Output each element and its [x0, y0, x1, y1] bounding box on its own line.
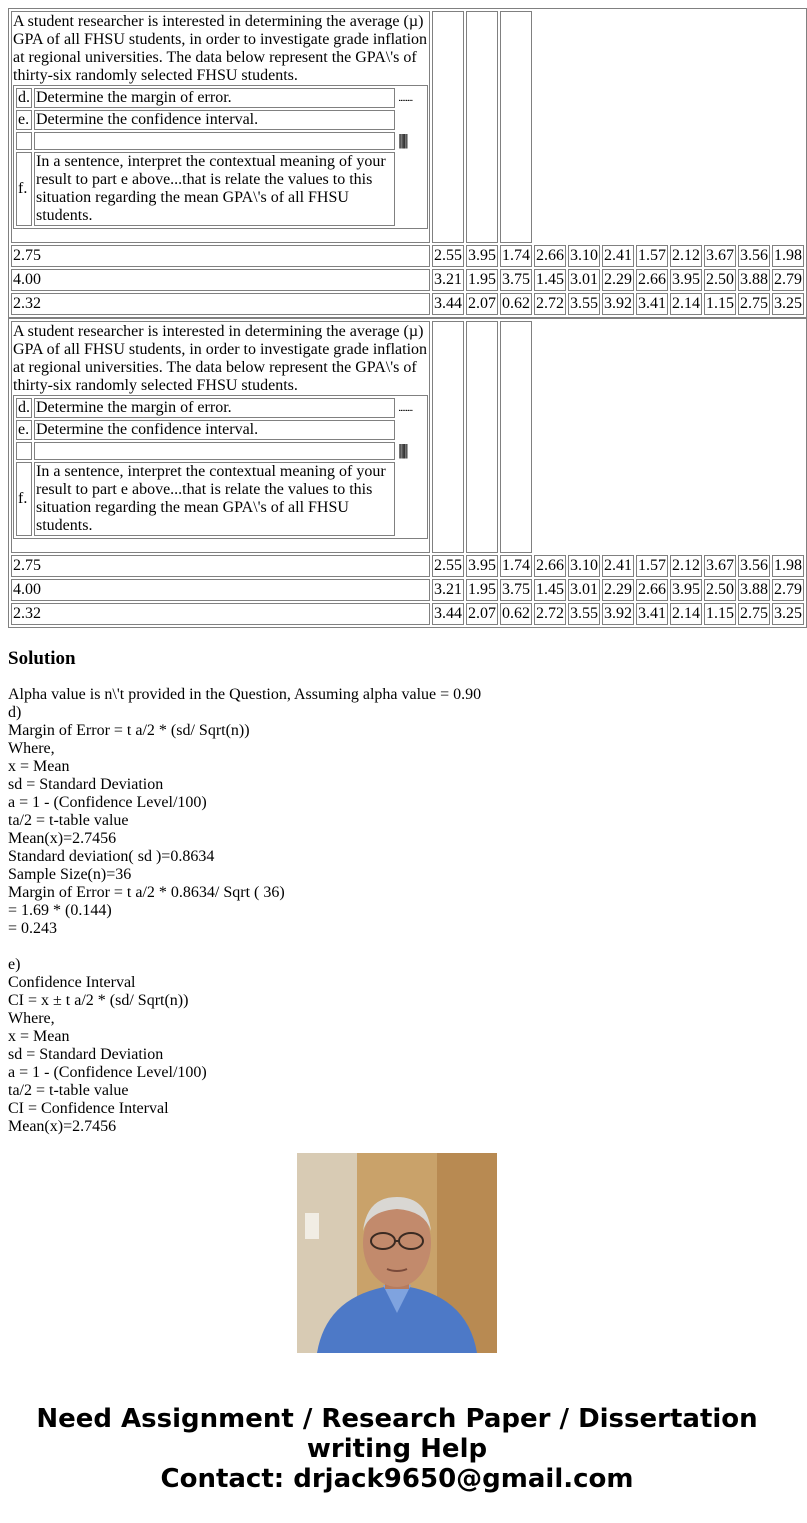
- solution-line: Mean(x)=2.7456: [8, 830, 117, 847]
- gpa-cell: 3.95: [670, 579, 702, 601]
- part-marker: [397, 420, 425, 440]
- solution-line: ta/2 = t-table value: [8, 1082, 129, 1099]
- solution-line: a = 1 - (Confidence Level/100): [8, 1064, 207, 1081]
- gpa-cell: 3.55: [568, 603, 600, 625]
- gpa-cell: 3.21: [432, 579, 464, 601]
- question-cell: [11, 321, 430, 553]
- data-row: [11, 579, 804, 601]
- empty-cell: [432, 11, 464, 243]
- part-label: [16, 132, 32, 150]
- data-row: [11, 245, 804, 267]
- person-portrait-icon: [297, 1153, 497, 1353]
- data-row: [11, 603, 804, 625]
- solution-line: = 1.69 * (0.144): [8, 902, 112, 919]
- gpa-cell: 2.72: [534, 603, 566, 625]
- page-content: [8, 8, 802, 1164]
- gpa-cell: 3.75: [500, 579, 532, 601]
- part-row: [16, 132, 425, 150]
- part-marker: |||||||: [398, 442, 407, 459]
- solution-line: Where,: [8, 740, 55, 757]
- part-marker: [397, 462, 425, 536]
- help-banner: [0, 1404, 794, 1494]
- data-row: [11, 269, 804, 291]
- gpa-cell: 3.95: [466, 245, 498, 267]
- gpa-cell: 2.75: [738, 603, 770, 625]
- gpa-cell: 2.14: [670, 293, 702, 315]
- solution-line: a = 1 - (Confidence Level/100): [8, 794, 207, 811]
- gpa-cell: 2.75: [738, 293, 770, 315]
- solution-line: Confidence Interval: [8, 974, 136, 991]
- part-text: Determine the confidence interval.: [34, 110, 395, 130]
- part-text: [34, 442, 395, 460]
- question-row: [11, 321, 804, 553]
- gpa-cell: 3.55: [568, 293, 600, 315]
- gpa-cell: 2.32: [11, 603, 430, 625]
- part-text: Determine the confidence interval.: [34, 420, 395, 440]
- part-label: e.: [16, 110, 32, 130]
- gpa-cell: 2.66: [636, 269, 668, 291]
- gpa-cell: 2.29: [602, 269, 634, 291]
- gpa-cell: 3.56: [738, 555, 770, 577]
- part-row: [16, 88, 425, 108]
- gpa-cell: 3.41: [636, 293, 668, 315]
- solution-line: sd = Standard Deviation: [8, 1046, 164, 1063]
- gpa-cell: 3.01: [568, 579, 600, 601]
- part-marker: ........: [398, 402, 413, 414]
- part-label: [16, 442, 32, 460]
- part-row: [16, 420, 425, 440]
- gpa-cell: 0.62: [500, 603, 532, 625]
- empty-cell: [432, 321, 464, 553]
- gpa-cell: 1.74: [500, 245, 532, 267]
- empty-cell: [466, 11, 498, 243]
- empty-cell: [466, 321, 498, 553]
- empty-cell: [500, 11, 532, 243]
- part-text: Determine the margin of error.: [34, 398, 395, 418]
- solution-line: Margin of Error = t a/2 * 0.8634/ Sqrt ( 36): [8, 884, 285, 901]
- gpa-cell: 1.95: [466, 579, 498, 601]
- solution-line: x = Mean: [8, 1028, 70, 1045]
- author-portrait: [297, 1153, 497, 1353]
- gpa-cell: 2.32: [11, 293, 430, 315]
- banner-line-1: Need Assignment / Research Paper / Dissertation: [36, 1404, 758, 1434]
- part-text: [34, 132, 395, 150]
- part-label: e.: [16, 420, 32, 440]
- problem-table: [8, 318, 807, 628]
- parts-table: [13, 85, 428, 229]
- gpa-cell: 3.10: [568, 555, 600, 577]
- part-marker: [397, 152, 425, 226]
- gpa-cell: 0.62: [500, 293, 532, 315]
- part-row: [16, 462, 425, 536]
- gpa-cell: 3.44: [432, 293, 464, 315]
- solution-heading: Solution: [8, 648, 76, 669]
- gpa-cell: 3.21: [432, 269, 464, 291]
- solution-line: x = Mean: [8, 758, 70, 775]
- banner-line-2: writing Help: [306, 1434, 488, 1464]
- gpa-cell: 1.45: [534, 269, 566, 291]
- problem-blocks: [8, 8, 802, 628]
- gpa-cell: 2.55: [432, 245, 464, 267]
- gpa-cell: 2.29: [602, 579, 634, 601]
- solution-line: sd = Standard Deviation: [8, 776, 164, 793]
- gpa-cell: 3.01: [568, 269, 600, 291]
- question-text: A student researcher is interested in determining the average (µ) GPA of all FHSU students, in order to investigate grade inflation at regional universities. The data below represent the GPA\'s of thirty-six randomly selected FHSU students.: [13, 13, 428, 84]
- gpa-cell: 2.41: [602, 245, 634, 267]
- gpa-cell: 3.92: [602, 293, 634, 315]
- part-row: [16, 152, 425, 226]
- part-row: [16, 442, 425, 460]
- part-label: f.: [16, 462, 32, 536]
- solution-line: Sample Size(n)=36: [8, 866, 132, 883]
- problem-table: [8, 8, 807, 318]
- gpa-cell: 4.00: [11, 579, 430, 601]
- gpa-cell: 4.00: [11, 269, 430, 291]
- part-text: Determine the margin of error.: [34, 88, 395, 108]
- solution-body: [8, 686, 786, 1164]
- gpa-cell: 2.79: [772, 579, 804, 601]
- gpa-cell: 3.88: [738, 269, 770, 291]
- gpa-cell: 1.57: [636, 245, 668, 267]
- gpa-cell: 1.98: [772, 245, 804, 267]
- gpa-cell: 2.14: [670, 603, 702, 625]
- data-row: [11, 293, 804, 315]
- gpa-cell: 1.45: [534, 579, 566, 601]
- data-row: [11, 555, 804, 577]
- gpa-cell: 3.95: [670, 269, 702, 291]
- gpa-cell: 2.41: [602, 555, 634, 577]
- solution-line: [8, 938, 786, 956]
- solution-line: Standard deviation( sd )=0.8634: [8, 848, 215, 865]
- gpa-cell: 2.66: [534, 245, 566, 267]
- gpa-cell: 3.44: [432, 603, 464, 625]
- part-marker: |||||||: [398, 132, 407, 149]
- gpa-cell: 2.50: [704, 269, 736, 291]
- part-text: In a sentence, interpret the contextual meaning of your result to part e above...that is relate the values to this situation regarding the mean GPA\'s of all FHSU students.: [34, 152, 395, 226]
- gpa-cell: 2.75: [11, 555, 430, 577]
- gpa-cell: 3.67: [704, 245, 736, 267]
- gpa-cell: 2.66: [534, 555, 566, 577]
- question-row: [11, 11, 804, 243]
- gpa-cell: 2.12: [670, 555, 702, 577]
- solution-line: Where,: [8, 1010, 55, 1027]
- part-text: In a sentence, interpret the contextual meaning of your result to part e above...that is relate the values to this situation regarding the mean GPA\'s of all FHSU students.: [34, 462, 395, 536]
- solution-line: CI = Confidence Interval: [8, 1100, 169, 1117]
- gpa-cell: 3.92: [602, 603, 634, 625]
- question-text: A student researcher is interested in determining the average (µ) GPA of all FHSU students, in order to investigate grade inflation at regional universities. The data below represent the GPA\'s of thirty-six randomly selected FHSU students.: [13, 323, 428, 394]
- solution-line: e): [8, 956, 21, 973]
- gpa-cell: 1.74: [500, 555, 532, 577]
- gpa-cell: 3.88: [738, 579, 770, 601]
- solution-line: CI = x ± t a/2 * (sd/ Sqrt(n)): [8, 992, 189, 1009]
- solution-line: Alpha value is n\'t provided in the Question, Assuming alpha value = 0.90: [8, 686, 482, 703]
- gpa-cell: 2.79: [772, 269, 804, 291]
- solution-line: Mean(x)=2.7456: [8, 1118, 117, 1135]
- part-marker: ........: [398, 92, 413, 104]
- part-label: d.: [18, 399, 30, 416]
- part-label: f.: [16, 152, 32, 226]
- gpa-cell: 1.15: [704, 603, 736, 625]
- gpa-cell: 3.56: [738, 245, 770, 267]
- part-row: [16, 110, 425, 130]
- gpa-cell: 2.66: [636, 579, 668, 601]
- part-row: [16, 398, 425, 418]
- gpa-cell: 1.57: [636, 555, 668, 577]
- gpa-cell: 2.12: [670, 245, 702, 267]
- gpa-cell: 2.07: [466, 293, 498, 315]
- parts-table: [13, 395, 428, 539]
- gpa-cell: 2.50: [704, 579, 736, 601]
- gpa-cell: 2.75: [11, 245, 430, 267]
- gpa-cell: 3.10: [568, 245, 600, 267]
- gpa-cell: 1.98: [772, 555, 804, 577]
- gpa-cell: 3.41: [636, 603, 668, 625]
- part-label: d.: [18, 89, 30, 106]
- spacer-cell: [534, 321, 804, 553]
- gpa-cell: 3.75: [500, 269, 532, 291]
- empty-cell: [500, 321, 532, 553]
- solution-line: d): [8, 704, 22, 721]
- solution-line: Margin of Error = t a/2 * (sd/ Sqrt(n)): [8, 722, 250, 739]
- gpa-cell: 3.25: [772, 603, 804, 625]
- solution-line: = 0.243: [8, 920, 58, 937]
- part-marker: [397, 110, 425, 130]
- spacer-cell: [534, 11, 804, 243]
- question-cell: [11, 11, 430, 243]
- gpa-cell: 2.07: [466, 603, 498, 625]
- gpa-cell: 3.95: [466, 555, 498, 577]
- gpa-cell: 2.72: [534, 293, 566, 315]
- gpa-cell: 1.95: [466, 269, 498, 291]
- gpa-cell: 3.25: [772, 293, 804, 315]
- banner-line-3: Contact: drjack9650@gmail.com: [160, 1464, 634, 1494]
- gpa-cell: 3.67: [704, 555, 736, 577]
- gpa-cell: 1.15: [704, 293, 736, 315]
- gpa-cell: 2.55: [432, 555, 464, 577]
- solution-line: ta/2 = t-table value: [8, 812, 129, 829]
